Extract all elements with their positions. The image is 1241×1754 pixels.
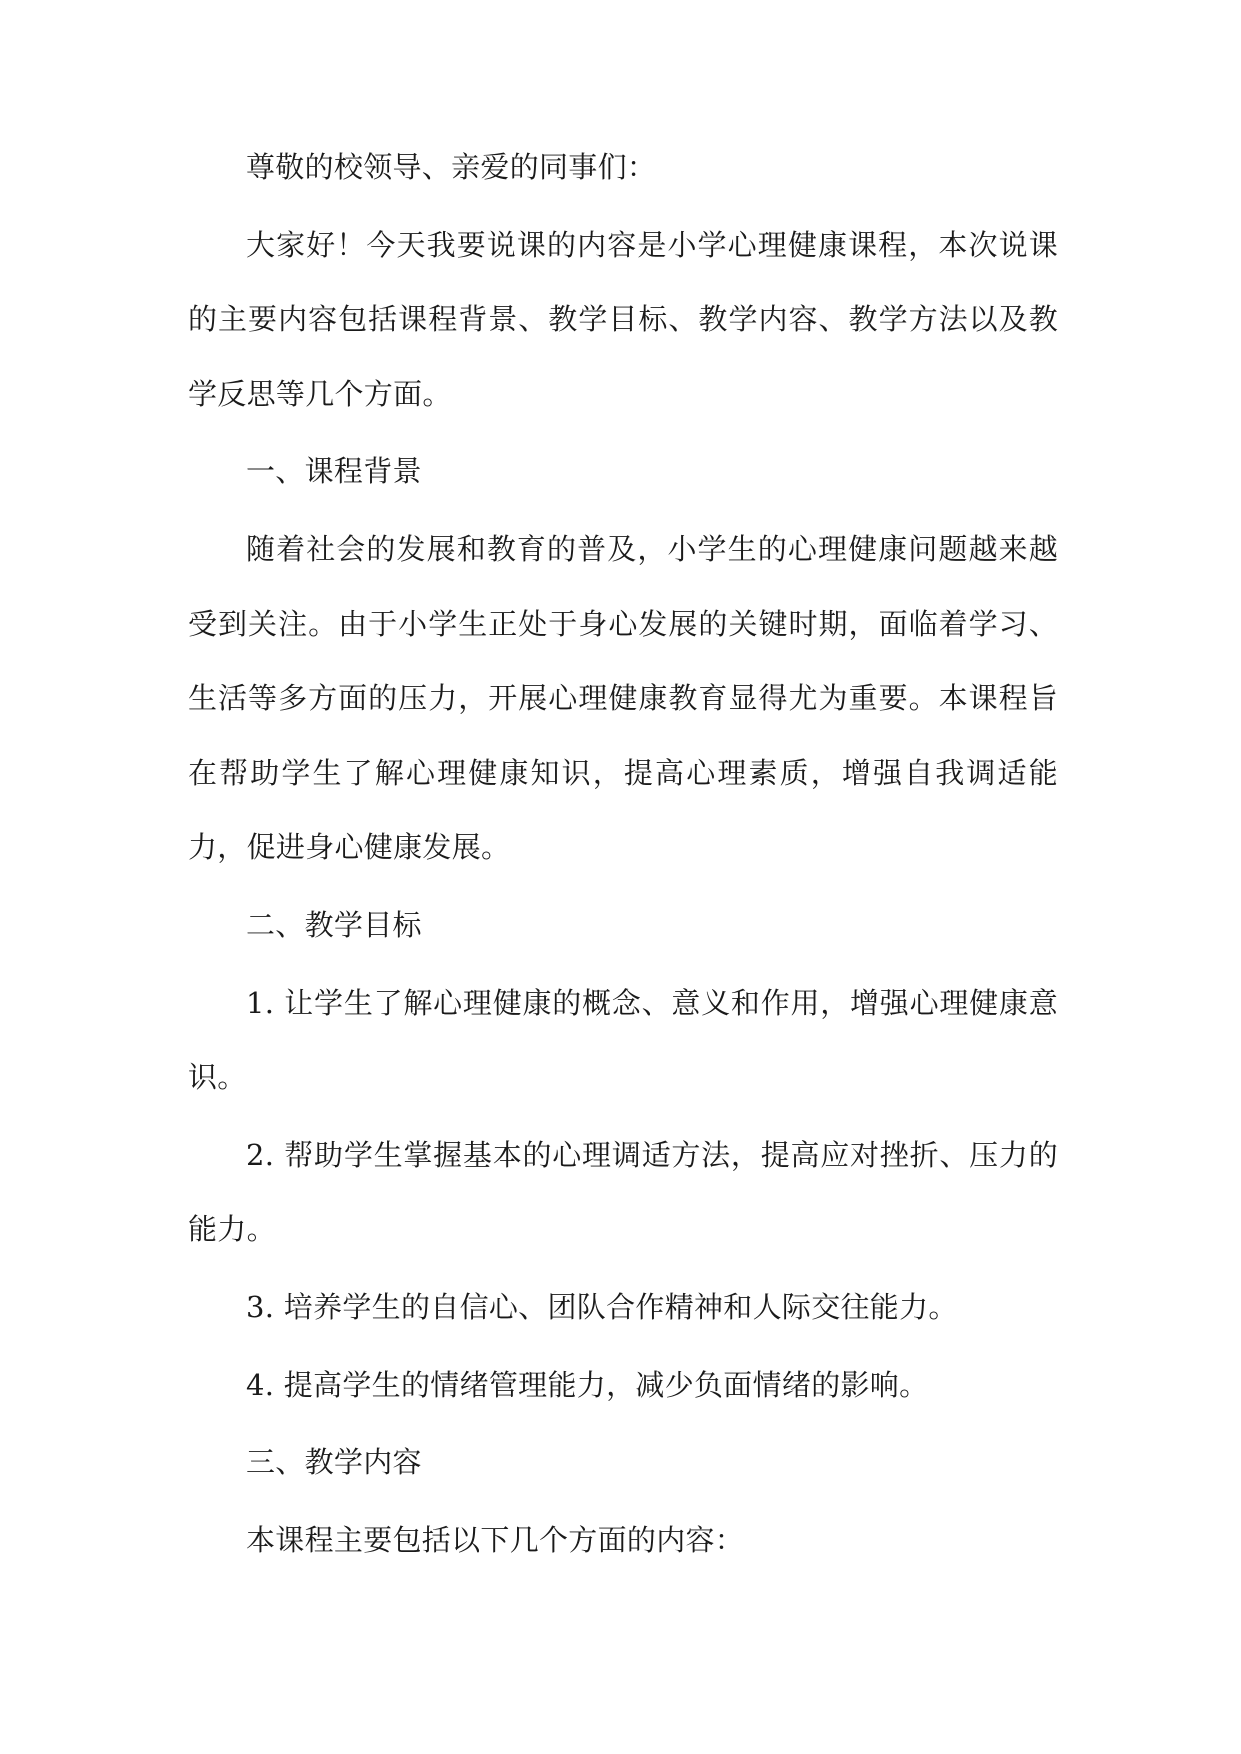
section-heading-content: 三、教学内容 — [246, 1445, 422, 1480]
section-heading-background: 一、课程背景 — [246, 454, 422, 489]
goal-item-3: 3. 培养学生的自信心、团队合作精神和人际交往能力。 — [246, 1289, 958, 1324]
intro-paragraph: 大家好！今天我要说课的内容是小学心理健康课程，本次说课的主要内容包括课程背景、教学目标、教学内容、教学方法以及教学反思等几个方面。 — [188, 227, 1058, 411]
goal-item-4: 4. 提高学生的情绪管理能力，减少负面情绪的影响。 — [246, 1367, 929, 1402]
background-paragraph: 随着社会的发展和教育的普及，小学生的心理健康问题越来越受到关注。由于小学生正处于身心发展的关键时期，面临着学习、生活等多方面的压力，开展心理健康教育显得尤为重要。本课程旨在帮助学生了解心理健康知识，提高心理素质，增强自我调适能力，促进身心健康发展。 — [188, 531, 1058, 865]
document-body — [188, 130, 1058, 1580]
section-heading-goals: 二、教学目标 — [246, 907, 422, 942]
greeting: 尊敬的校领导、亲爱的同事们： — [246, 150, 657, 184]
content-intro-paragraph: 本课程主要包括以下几个方面的内容： — [246, 1522, 745, 1557]
goal-item-1: 1. 让学生了解心理健康的概念、意义和作用，增强心理健康意识。 — [188, 985, 1058, 1095]
goal-item-2: 2. 帮助学生掌握基本的心理调适方法，提高应对挫折、压力的能力。 — [188, 1137, 1058, 1247]
